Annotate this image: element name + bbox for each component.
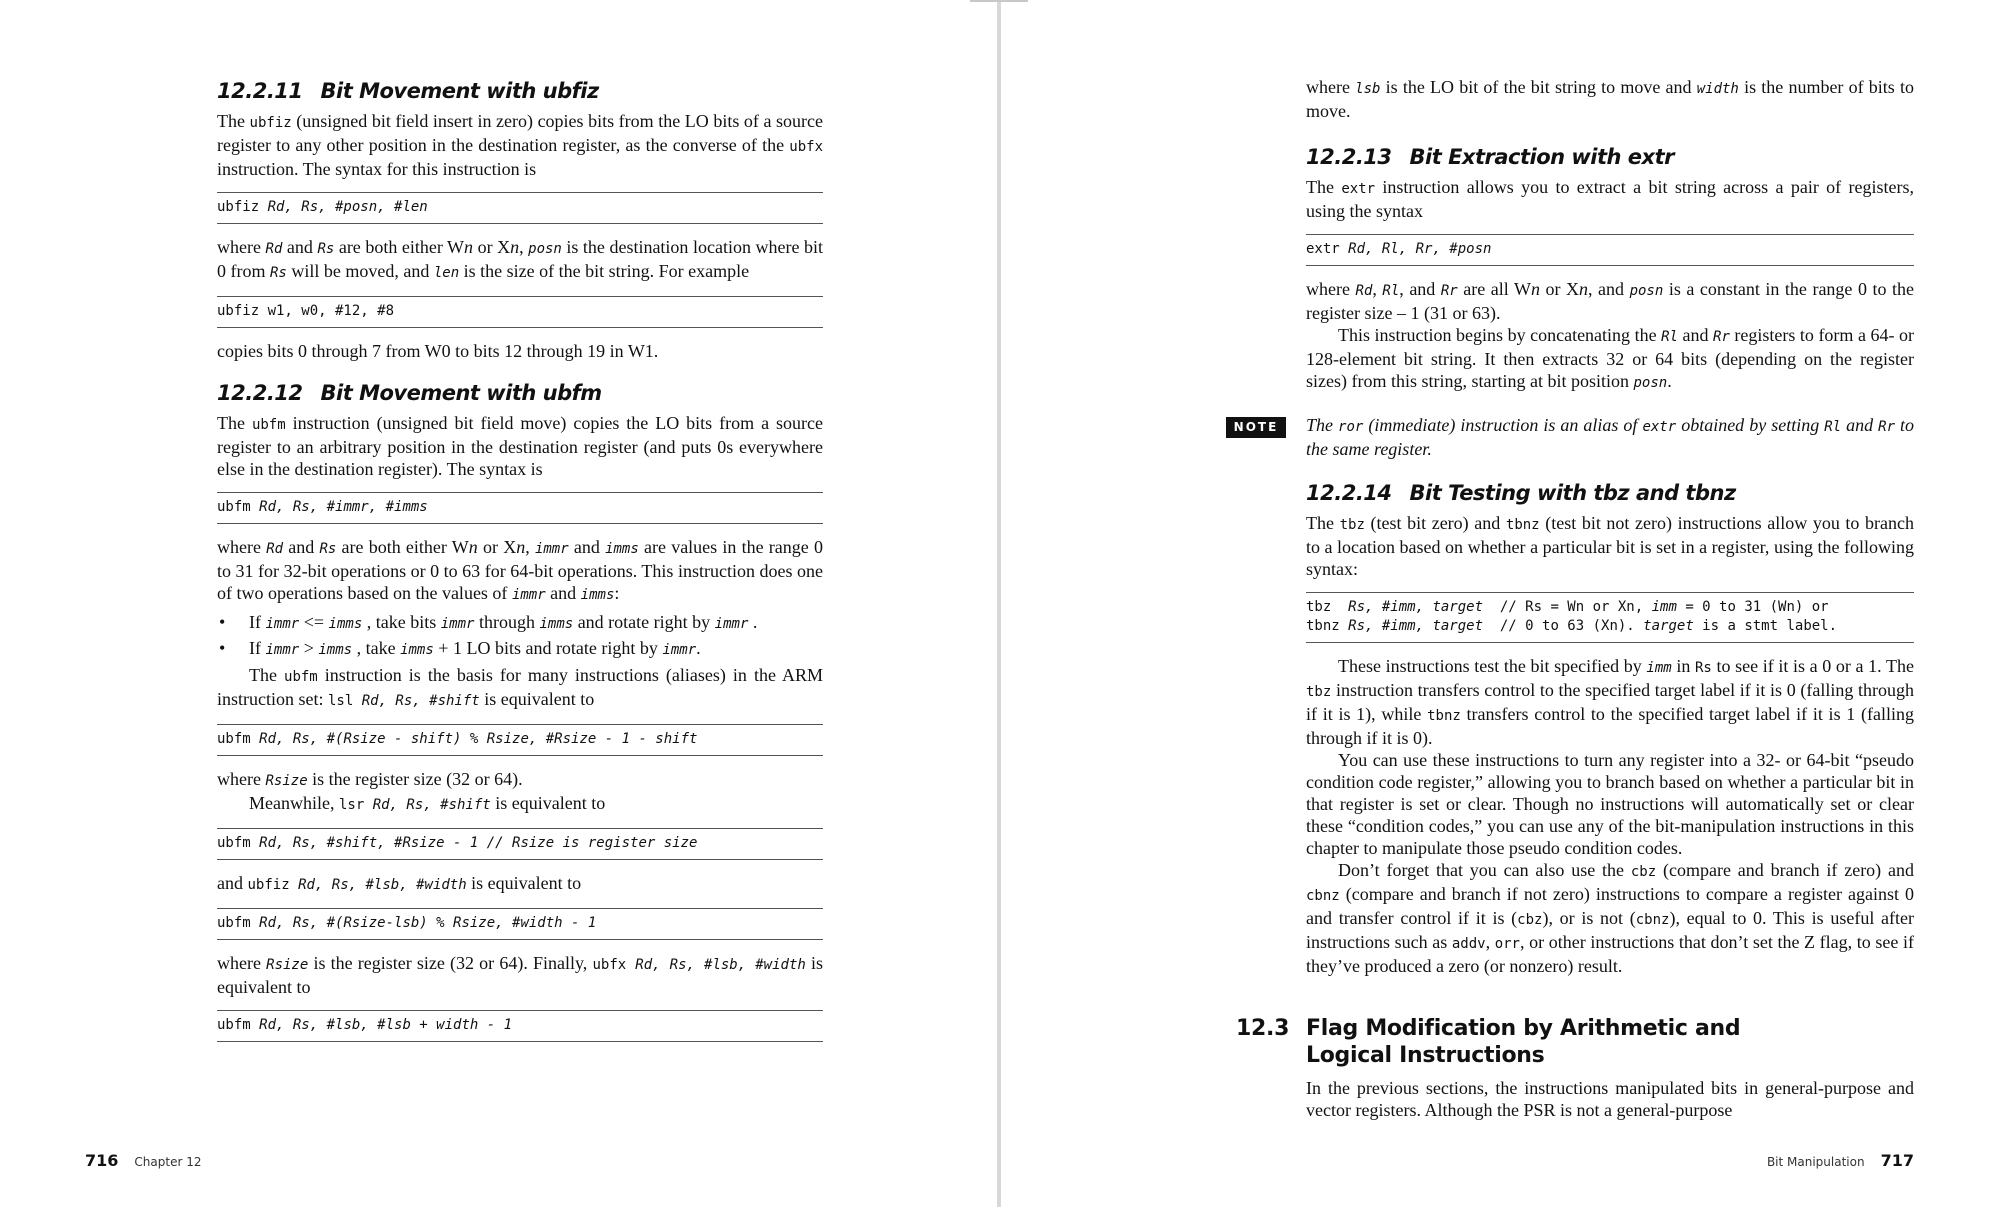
paragraph: The ubfm instruction is the basis for many instructions (aliases) in the ARM instruction set: lsl Rd, Rs, #shift is equivalent to <box>217 665 823 709</box>
bullet-list <box>217 610 823 662</box>
paragraph: The ubfiz (unsigned bit field insert in zero) copies bits from the LO bits of a source register to any other position in the destination register, as the converse of the ubfx instruction. The syntax for this instruction is <box>217 111 823 179</box>
list-item: • If immr <= imms , take bits immr through imms and rotate right by immr . <box>217 610 823 636</box>
list-item: • If immr > imms , take imms + 1 LO bits and rotate right by immr. <box>217 636 823 662</box>
paragraph: where Rsize is the register size (32 or 64). <box>217 769 523 789</box>
paragraph: The tbz (test bit zero) and tbnz (test bit not zero) instructions allow you to branch to a location based on whether a particular bit is set in a register, using the following syntax: <box>1306 513 1915 579</box>
paragraph: The ubfm instruction (unsigned bit field move) copies the LO bits from a source register to an arbitrary position in the destination register (and puts 0s everywhere else in the destination register). The syntax is <box>217 413 824 479</box>
code-block: ubfm Rd, Rs, #(Rsize-lsb) % Rsize, #width - 1 <box>217 908 823 940</box>
section-heading-12-2-12: 12.2.12 Bit Movement with ubfm <box>217 381 602 405</box>
left-page <box>217 78 823 1054</box>
paragraph: where Rsize is the register size (32 or 64). Finally, ubfx Rd, Rs, #lsb, #width is equivalent to <box>217 953 823 997</box>
code-block: ubfm Rd, Rs, #shift, #Rsize - 1 // Rsize is register size <box>217 828 823 860</box>
code-block: ubfm Rd, Rs, #immr, #imms <box>217 492 823 524</box>
paragraph: where Rd and Rs are both either Wn or Xn, immr and imms are values in the range 0 to 31 for 32-bit operations or 0 to 63 for 64-bit operations. This instruction does one of two operations based on the values of immr and imms: <box>217 537 823 603</box>
paragraph: This instruction begins by concatenating the Rl and Rr registers to form a 64- or 128-element bit string. It then extracts 32 or 64 bits (depending on the register sizes) from this string, starting at bit position posn. <box>1306 325 1914 391</box>
paragraph: You can use these instructions to turn any register into a 32- or 64-bit “pseudo condition code register,” allowing you to branch based on whether a particular bit in that register is set or clear. Though no instructions will automatically set or clear these “condition codes,” you can use any of the bit-manipulation instructions in this chapter to manipulate those pseudo condition codes. <box>1306 750 1914 858</box>
book-spine <box>997 0 1001 1207</box>
right-page-footer <box>1767 1151 1914 1170</box>
code-block: ubfiz Rd, Rs, #posn, #len <box>217 192 823 224</box>
code-block: extr Rd, Rl, Rr, #posn <box>1306 234 1914 266</box>
code-block: ubfiz w1, w0, #12, #8 <box>217 296 823 328</box>
code-block: tbz Rs, #imm, target // Rs = Wn or Xn, imm = 0 to 31 (Wn) or tbnz Rs, #imm, target // 0 to 63 (Xn). target is a stmt label. <box>1306 592 1914 643</box>
paragraph: The extr instruction allows you to extract a bit string across a pair of registers, using the syntax <box>1306 177 1915 221</box>
left-page-footer <box>85 1151 201 1170</box>
paragraph: In the previous sections, the instructions manipulated bits in general-purpose and vector registers. Although the PSR is not a general-purpose <box>1306 1078 1914 1120</box>
note-badge: NOTE <box>1226 417 1286 438</box>
paragraph: where Rd, Rl, and Rr are all Wn or Xn, and posn is a constant in the range 0 to the register size – 1 (31 or 63). <box>1306 279 1915 323</box>
spine-marker <box>970 0 1028 2</box>
code-block: ubfm Rd, Rs, #(Rsize - shift) % Rsize, #Rsize - 1 - shift <box>217 724 823 756</box>
section-heading-12-2-11: 12.2.11 Bit Movement with ubfiz <box>217 79 599 103</box>
running-footer-label: Bit Manipulation <box>1766 1155 1865 1169</box>
page-number: 717 <box>1880 1151 1914 1170</box>
paragraph: copies bits 0 through 7 from W0 to bits 12 through 19 in W1. <box>217 341 659 361</box>
paragraph: and ubfiz Rd, Rs, #lsb, #width is equivalent to <box>217 873 582 893</box>
section-heading-12-2-13: 12.2.13 Bit Extraction with extr <box>1306 145 1674 169</box>
page-number: 716 <box>85 1151 119 1170</box>
code-block: ubfm Rd, Rs, #lsb, #lsb + width - 1 <box>217 1010 823 1042</box>
running-footer-label: Chapter 12 <box>134 1155 202 1169</box>
section-heading-12-2-14: 12.2.14 Bit Testing with tbz and tbnz <box>1306 481 1736 505</box>
section-heading-12-3: 12.3 Flag Modification by Arithmetic and Logical Instructions <box>1236 1016 1741 1068</box>
paragraph: where Rd and Rs are both either Wn or Xn, posn is the destination location where bit 0 from Rs will be moved, and len is the size of the bit string. For example <box>217 237 823 281</box>
paragraph: Meanwhile, lsr Rd, Rs, #shift is equivalent to <box>249 793 606 813</box>
paragraph: Don’t forget that you can also use the cbz (compare and branch if zero) and cbnz (compare and branch if not zero) instructions to compare a register against 0 and transfer control if it is (cbz), or is not (cbnz), equal to 0. This is useful after instructions such as addv, orr, or other instructions that don’t set the Z flag, to see if they’ve produced a zero (or nonzero) result. <box>1306 860 1914 976</box>
paragraph: These instructions test the bit specified by imm in Rs to see if it is a 0 or a 1. The tbz instruction transfers control to the specified target label if it is 0 (falling through if it is 1), while tbnz transfers control to the specified target label if it is 1 (falling through if it is 0). <box>1306 656 1914 748</box>
note-text: The ror (immediate) instruction is an alias of extr obtained by setting Rl and Rr to the same register. <box>1306 415 1915 459</box>
paragraph: where lsb is the LO bit of the bit string to move and width is the number of bits to move. <box>1306 77 1914 121</box>
